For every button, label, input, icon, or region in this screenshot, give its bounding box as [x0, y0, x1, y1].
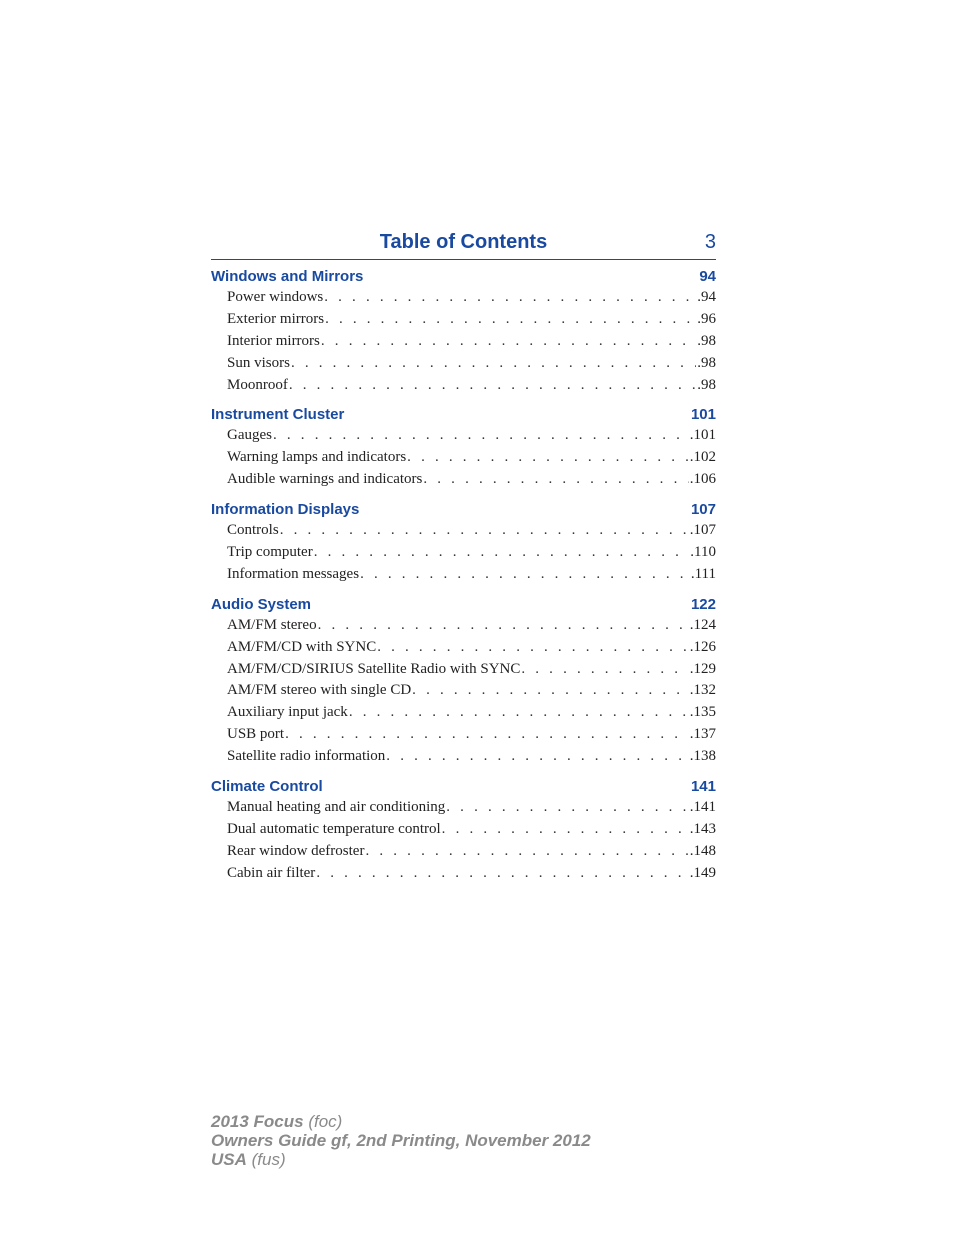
toc-entry-page: .107	[689, 522, 716, 539]
toc-entry-title: Cabin air filter	[227, 864, 316, 881]
toc-entry[interactable]	[211, 841, 716, 863]
toc-entry-title: Satellite radio information	[227, 748, 386, 765]
footer-line-2	[211, 1131, 591, 1150]
toc-entry-title: Interior mirrors	[227, 332, 320, 349]
toc-entry-page: .101	[689, 427, 716, 444]
toc-entry-title: Manual heating and air conditioning	[227, 799, 446, 816]
toc-entry[interactable]	[211, 353, 716, 375]
toc-entry-page: .111	[690, 565, 716, 582]
toc-entry-page: .98	[697, 376, 716, 393]
dot-leader	[321, 331, 696, 353]
toc-section-title: Information Displays	[211, 501, 360, 519]
toc-entry-page: .98	[697, 354, 716, 371]
dot-leader	[349, 702, 689, 724]
toc-section	[211, 776, 716, 885]
toc-section-heading[interactable]	[211, 594, 716, 615]
toc-entry[interactable]	[211, 680, 716, 702]
toc-entry-title: Sun visors	[227, 354, 290, 371]
toc-entry[interactable]	[211, 637, 716, 659]
dot-leader	[314, 542, 690, 564]
toc-entry-page: .143	[689, 820, 716, 837]
toc-section-heading[interactable]	[211, 404, 716, 425]
footer-model: 2013 Focus	[211, 1112, 304, 1131]
toc-section-page: 122	[690, 595, 716, 613]
toc-entry-page: .110	[690, 544, 716, 561]
toc-entry-page: .96	[697, 310, 716, 327]
dot-leader	[446, 797, 688, 819]
table-of-contents	[211, 266, 716, 893]
dot-leader	[324, 287, 696, 309]
toc-entry-page: .94	[697, 289, 716, 305]
toc-entry-title: Rear window defroster	[227, 842, 365, 859]
toc-section-heading[interactable]	[211, 266, 716, 287]
toc-section-heading[interactable]	[211, 499, 716, 520]
dot-leader	[521, 659, 688, 681]
toc-entry-page: .106	[689, 471, 716, 488]
toc-section-title: Audio System	[211, 595, 312, 613]
footer-model-code: (foc)	[308, 1112, 343, 1131]
dot-leader	[325, 309, 696, 331]
dot-leader	[318, 615, 689, 637]
toc-entry-page: .148	[689, 842, 716, 859]
dot-leader	[280, 520, 689, 542]
toc-section	[211, 499, 716, 586]
toc-entry-title: AM/FM/CD/SIRIUS Satellite Radio with SYNC	[227, 660, 521, 677]
dot-leader	[291, 353, 696, 375]
toc-entry-title: Auxiliary input jack	[227, 704, 348, 721]
toc-entry-title: Dual automatic temperature control	[227, 820, 441, 837]
toc-section	[211, 594, 716, 768]
toc-entry-page: .126	[689, 638, 716, 655]
footer-line-1	[211, 1112, 591, 1131]
footer-guide: Owners Guide gf, 2nd Printing, November 2012	[211, 1131, 591, 1150]
toc-entry[interactable]	[211, 375, 716, 397]
toc-section	[211, 266, 716, 396]
footer	[211, 1112, 591, 1169]
dot-leader	[273, 425, 689, 447]
footer-market: USA	[211, 1150, 247, 1169]
dot-leader	[412, 680, 689, 702]
dot-leader	[360, 564, 690, 586]
dot-leader	[377, 637, 689, 659]
toc-entry-title: AM/FM stereo with single CD	[227, 682, 412, 699]
toc-entry-page: .141	[689, 799, 716, 816]
toc-entry-title: Trip computer	[227, 544, 313, 561]
page-header	[211, 230, 716, 260]
toc-entry[interactable]	[211, 724, 716, 746]
footer-market-code: (fus)	[251, 1150, 286, 1169]
toc-section-page: 141	[690, 778, 716, 796]
toc-section-page: 101	[690, 406, 716, 424]
toc-entry[interactable]	[211, 309, 716, 331]
toc-entry[interactable]	[211, 469, 716, 491]
toc-section-title: Instrument Cluster	[211, 406, 345, 424]
toc-entry[interactable]	[211, 287, 716, 309]
toc-entry-page: .98	[697, 332, 716, 349]
toc-entry-title: USB port	[227, 726, 285, 743]
dot-leader	[365, 841, 688, 863]
toc-entry[interactable]	[211, 659, 716, 681]
toc-entry[interactable]	[211, 331, 716, 353]
toc-entry-page: .135	[689, 704, 716, 721]
toc-entry[interactable]	[211, 520, 716, 542]
toc-section-heading[interactable]	[211, 776, 716, 797]
toc-entry-page: .138	[689, 748, 716, 765]
dot-leader	[289, 375, 696, 397]
toc-entry[interactable]	[211, 542, 716, 564]
toc-entry-page: .124	[689, 616, 716, 633]
toc-entry[interactable]	[211, 863, 716, 885]
toc-entry[interactable]	[211, 702, 716, 724]
toc-entry-page: .129	[689, 660, 716, 677]
toc-section	[211, 404, 716, 491]
toc-entry-page: .149	[689, 864, 716, 881]
footer-line-3	[211, 1150, 591, 1169]
toc-entry-page: .102	[689, 449, 716, 466]
toc-entry-page: .137	[689, 726, 716, 743]
toc-entry-title: Power windows	[227, 289, 324, 305]
toc-entry-title: Controls	[227, 522, 279, 539]
dot-leader	[423, 469, 688, 491]
toc-entry[interactable]	[211, 447, 716, 469]
toc-section-title: Climate Control	[211, 778, 323, 796]
toc-entry-title: Information messages	[227, 565, 360, 582]
dot-leader	[386, 746, 688, 768]
toc-entry[interactable]	[211, 746, 716, 768]
toc-entry-title: Moonroof	[227, 376, 288, 393]
toc-entry[interactable]	[211, 797, 716, 819]
dot-leader	[407, 447, 689, 469]
dot-leader	[442, 819, 689, 841]
toc-entry-title: Warning lamps and indicators	[227, 449, 407, 466]
toc-entry-title: Exterior mirrors	[227, 310, 325, 327]
toc-entry[interactable]	[211, 425, 716, 447]
toc-entry[interactable]	[211, 564, 716, 586]
toc-entry[interactable]	[211, 819, 716, 841]
toc-section-title: Windows and Mirrors	[211, 268, 364, 285]
toc-section-page: 107	[690, 501, 716, 519]
dot-leader	[285, 724, 689, 746]
toc-entry-title: Gauges	[227, 427, 272, 444]
toc-section-page: 94	[699, 268, 716, 285]
toc-entry-title: AM/FM stereo	[227, 616, 317, 633]
page-number: 3	[704, 231, 716, 253]
toc-entry-page: .132	[689, 682, 716, 699]
dot-leader	[316, 863, 688, 885]
toc-entry[interactable]	[211, 615, 716, 637]
page-title: Table of Contents	[379, 231, 548, 253]
toc-entry-title: AM/FM/CD with SYNC	[227, 638, 377, 655]
toc-entry-title: Audible warnings and indicators	[227, 471, 423, 488]
